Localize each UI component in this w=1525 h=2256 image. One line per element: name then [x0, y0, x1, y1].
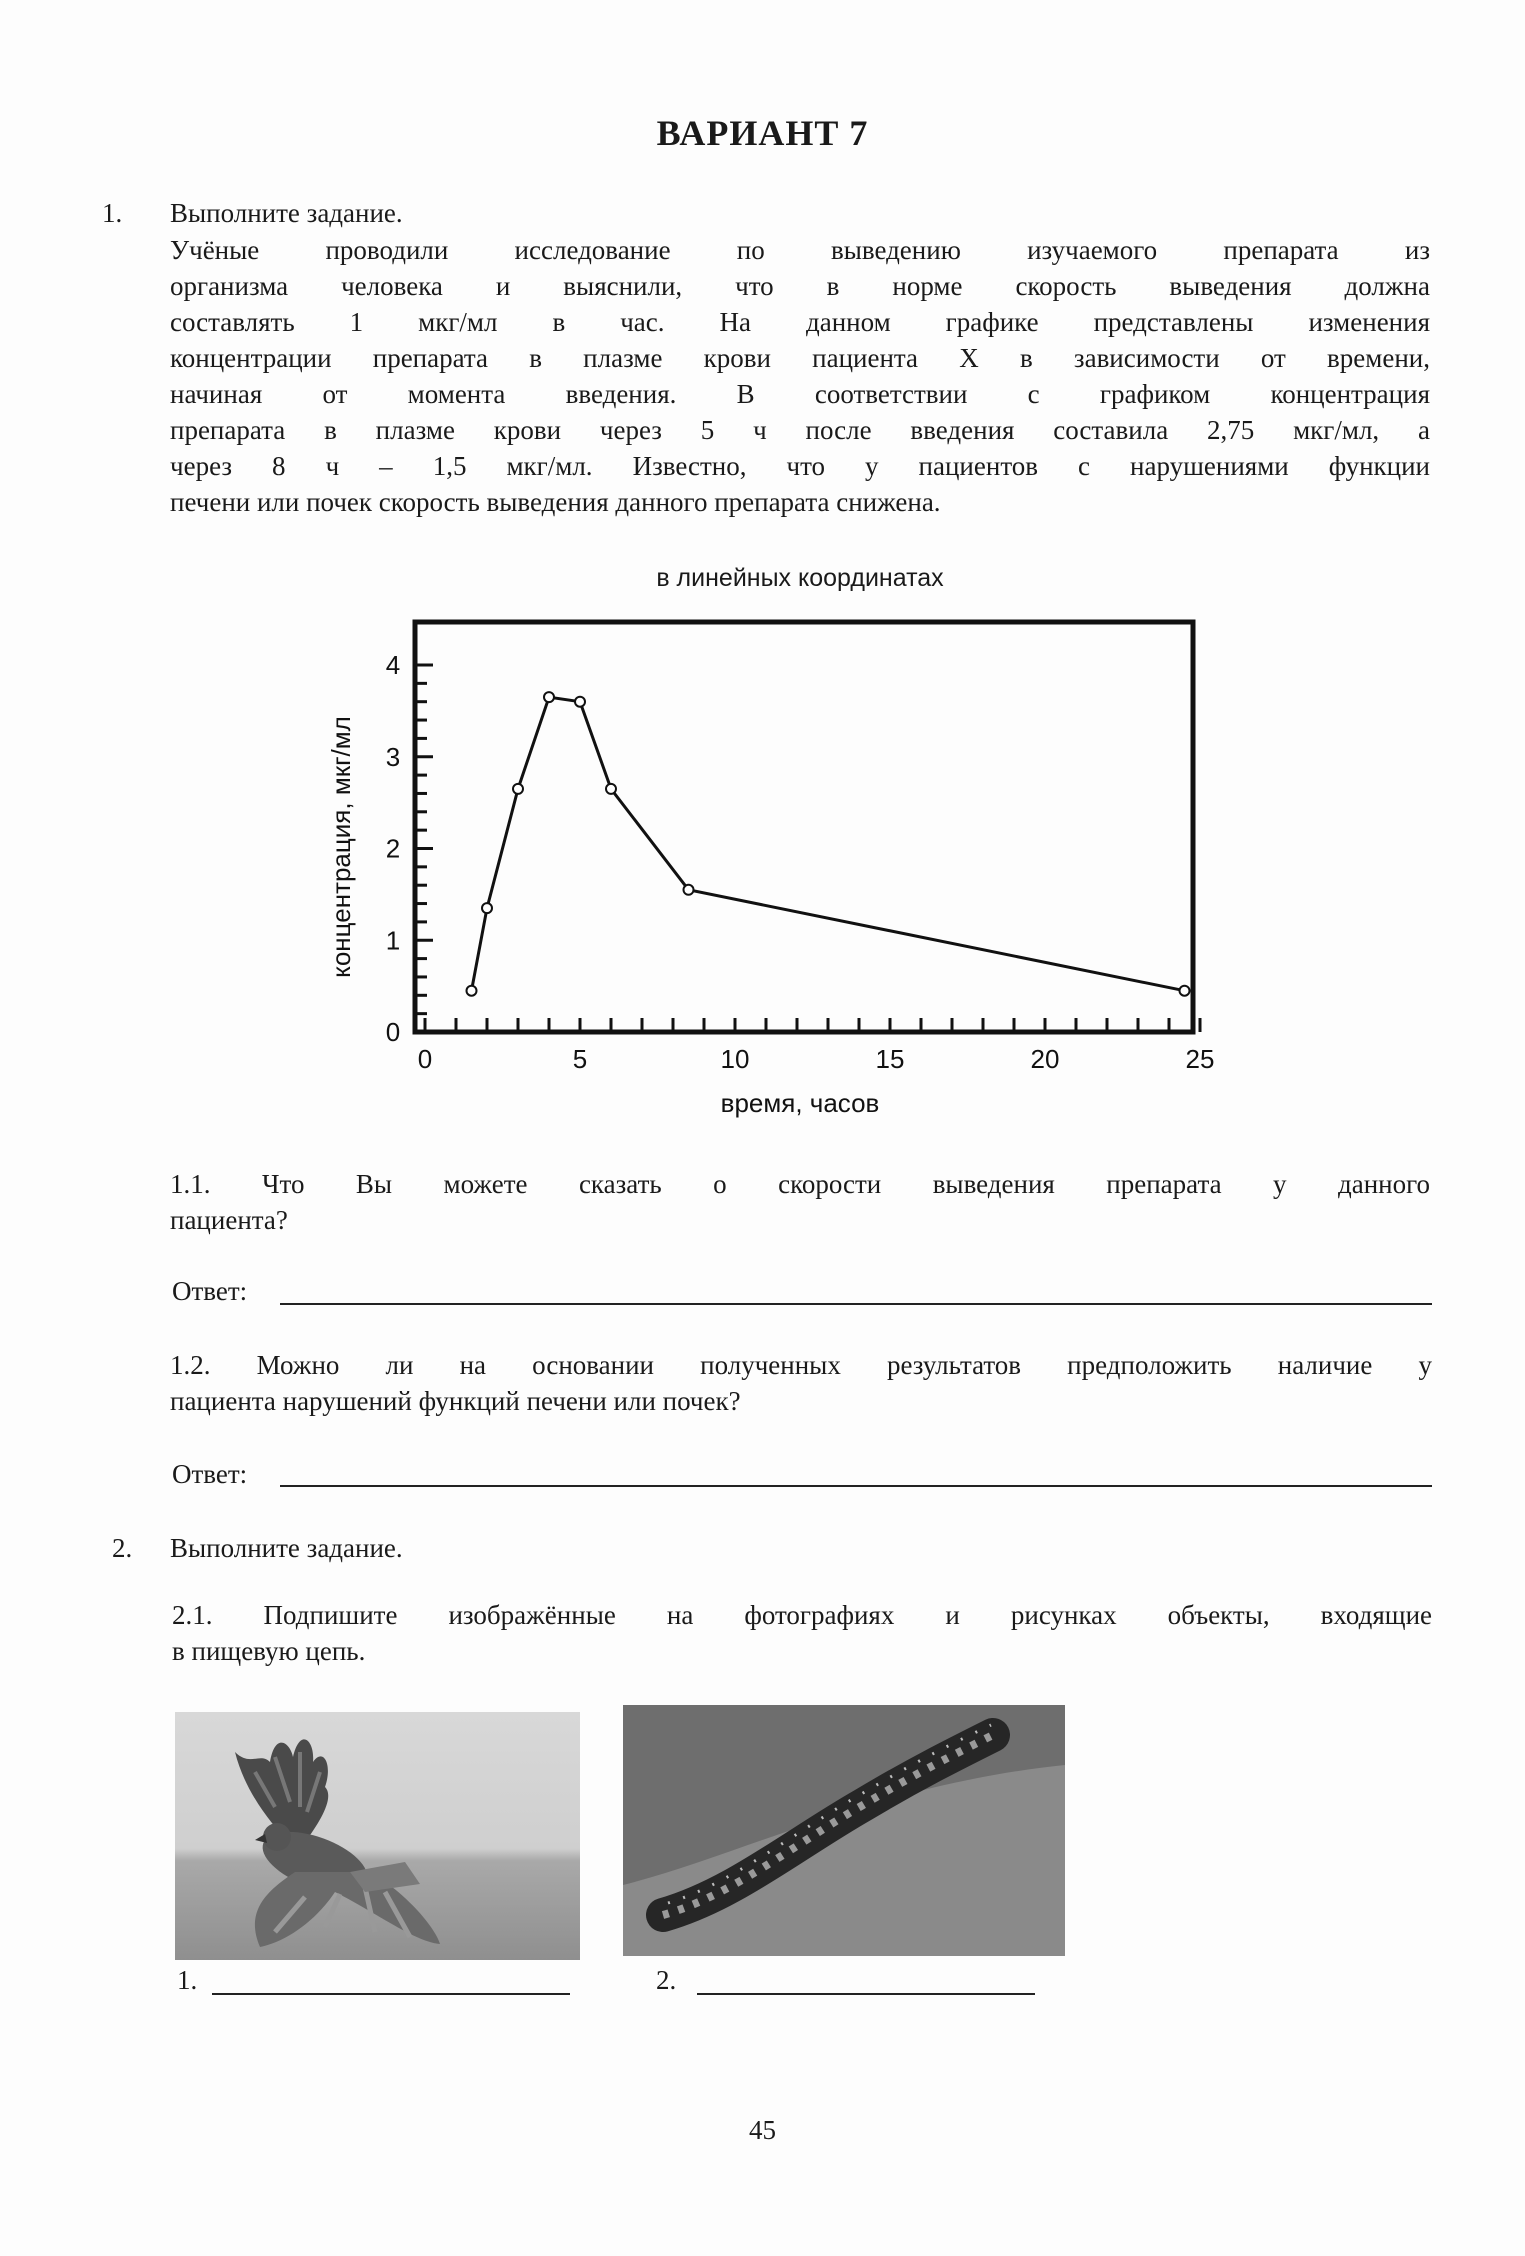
x-tick-label: 5	[572, 1044, 588, 1074]
task-text-line: печени или почек скорость выведения данного препарата снижена.	[170, 487, 941, 517]
hawk-photo	[175, 1712, 580, 1960]
question-line: пациента?	[170, 1205, 288, 1235]
task-text-line: препарата в плазме крови через 5 ч после введения составила 2,75 мкг/мл, а	[170, 415, 1430, 445]
data-point	[467, 986, 477, 996]
x-tick-label: 20	[1030, 1044, 1060, 1074]
task-text-line: организма человека и выяснили, что в норме скорость выведения должна	[170, 271, 1430, 301]
task-text-line: через 8 ч – 1,5 мкг/мл. Известно, что у пациентов с нарушениями функции	[170, 451, 1430, 481]
task-heading: Выполните задание.	[170, 198, 403, 228]
data-point	[606, 784, 616, 794]
data-point	[575, 697, 585, 707]
caterpillar-photo	[623, 1705, 1065, 1956]
answer-label: Ответ:	[172, 1276, 248, 1306]
task-number: 1.	[102, 198, 123, 228]
y-tick-label: 2	[385, 833, 401, 864]
data-point	[513, 784, 523, 794]
data-point	[482, 903, 492, 913]
x-tick-label: 10	[720, 1044, 750, 1074]
answer-field-1-2[interactable]	[280, 1485, 1432, 1487]
y-tick-label: 0	[385, 1017, 401, 1047]
data-point	[684, 885, 694, 895]
task-heading: Выполните задание.	[170, 1533, 403, 1563]
question-line: пациента нарушений функций печени или почек?	[170, 1386, 741, 1416]
task-text-line: составлять 1 мкг/мл в час. На данном графике представлены изменения	[170, 307, 1430, 337]
task-text-line: Учёные проводили исследование по выведению изучаемого препарата из	[170, 235, 1430, 265]
task-text-line: концентрации препарата в плазме крови пациента Х в зависимости от времени,	[170, 343, 1430, 373]
question-2-1	[172, 1597, 1432, 1669]
page-number: 45	[749, 2115, 776, 2145]
y-tick-label: 3	[385, 741, 401, 772]
x-axis-label: время, часов	[720, 1088, 880, 1118]
x-tick-label: 25	[1185, 1044, 1215, 1074]
y-axis-label: концентрация, мкг/мл	[326, 716, 356, 978]
question-1-1	[170, 1166, 1430, 1238]
task-text-line: начиная от момента введения. В соответствии с графиком концентрация	[170, 379, 1430, 409]
question-line: в пищевую цепь.	[172, 1636, 366, 1666]
question-line: 1.1. Что Вы можете сказать о скорости выведения препарата у данного	[170, 1169, 1430, 1199]
question-line: 1.2. Можно ли на основании полученных результатов предположить наличие у	[170, 1350, 1432, 1380]
x-tick-label: 0	[417, 1044, 433, 1074]
photo-answer-field-2[interactable]	[697, 1993, 1035, 1995]
question-line: 2.1. Подпишите изображённые на фотографиях и рисунках объекты, входящие	[172, 1600, 1432, 1630]
data-point	[1180, 986, 1190, 996]
y-tick-label: 1	[385, 925, 401, 956]
question-1-2	[170, 1347, 1432, 1419]
answer-label: Ответ:	[172, 1459, 248, 1489]
data-point	[544, 692, 554, 702]
chart-frame	[415, 622, 1193, 1032]
photo-label: 1.	[177, 1965, 198, 1995]
photo-label: 2.	[656, 1965, 677, 1995]
chart-title: в линейных координатах	[656, 564, 944, 592]
task-text	[170, 232, 1430, 520]
x-tick-label: 15	[875, 1044, 905, 1074]
y-tick-label: 4	[385, 650, 401, 680]
task-number: 2.	[112, 1533, 133, 1563]
photo-answer-field-1[interactable]	[212, 1993, 570, 1995]
page-title: ВАРИАНТ 7	[656, 113, 869, 153]
answer-field-1-1[interactable]	[280, 1303, 1432, 1305]
series-line	[472, 697, 1185, 991]
concentration-chart	[320, 600, 1220, 1140]
